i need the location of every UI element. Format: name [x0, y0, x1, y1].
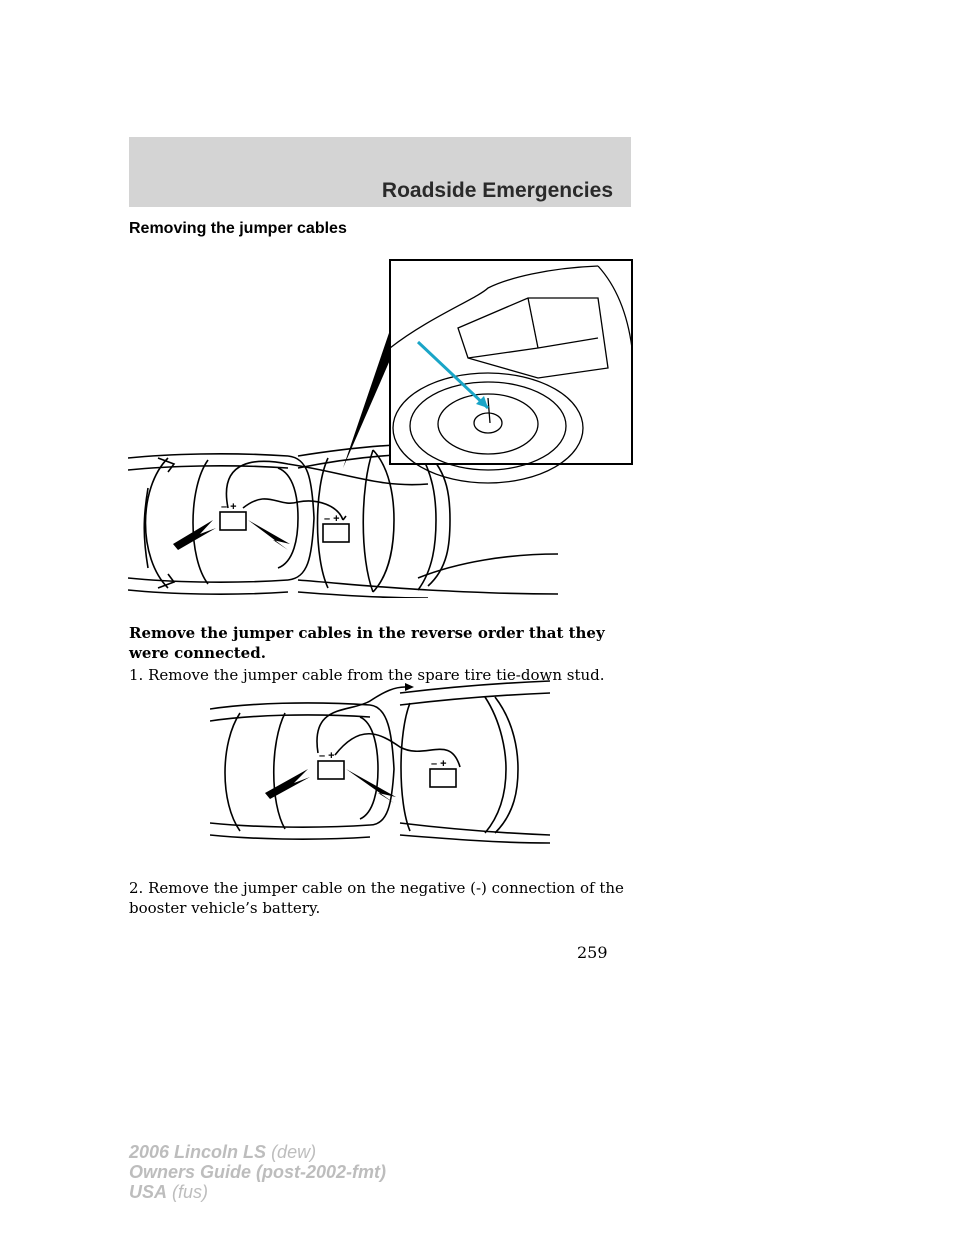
- footer-model: 2006 Lincoln LS: [129, 1142, 267, 1162]
- header-band: [129, 137, 631, 207]
- battery-left-terminals-2: – +: [319, 750, 335, 762]
- page-number: 259: [577, 943, 608, 962]
- battery-left-terminals: – +: [221, 501, 237, 513]
- document-footer: [129, 1142, 386, 1202]
- figure-jumper-cables-disconnected: [210, 673, 560, 845]
- footer-market: USA: [129, 1182, 168, 1202]
- footer-market-code: (fus): [172, 1182, 209, 1202]
- instruction-intro: Remove the jumper cables in the reverse order that they were connected.: [129, 624, 605, 662]
- section-heading: Removing the jumper cables: [129, 220, 347, 237]
- step-2: 2. Remove the jumper cable on the negative (-) connection of the booster vehicle’s battery.: [129, 879, 624, 917]
- footer-model-code: (dew): [271, 1142, 317, 1162]
- page-section-title: Roadside Emergencies: [381, 179, 613, 202]
- inset-spare-tire-stud: [390, 260, 632, 483]
- figure-jumper-cables-spare-tire: [128, 258, 636, 598]
- step-1: 1. Remove the jumper cable from the spare tire tie-down stud.: [129, 666, 605, 684]
- battery-right-terminals: – +: [324, 513, 340, 525]
- footer-guide: Owners Guide (post-2002-fmt): [129, 1162, 387, 1182]
- battery-right-terminals-2: – +: [431, 758, 447, 770]
